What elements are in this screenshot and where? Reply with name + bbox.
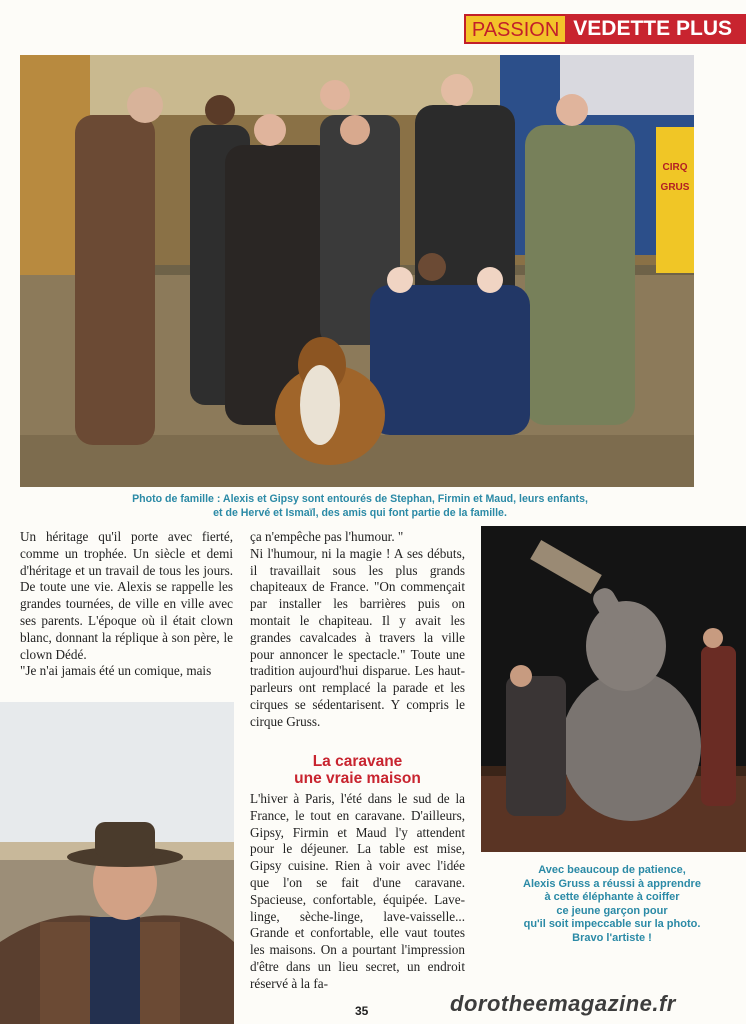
paragraph: ça n'empêche pas l'humour. "	[250, 529, 404, 544]
section-label: VEDETTE PLUS	[565, 14, 746, 44]
paragraph: Ni l'humour, ni la magie ! A ses débuts, il travaillait sous les plus grands chapiteaux de France. "On commençait par installer les barrières puis on montait le chapiteau. Il y avait les grandes cavalcades à travers la ville pour annoncer le spectacle." Toute une tradition aujourd'hui disparue. Les haut-parleurs ont remplacé la parade et les cirques se sédentarisent. Y compris le cirque Gruss.	[250, 545, 465, 729]
paragraph: Un héritage qu'il porte avec fierté, comme un trophée. Un siècle et demi d'héritage et un travail de tous les jours. De toute une vie. Alexis se rappelle les grandes tournées, de ville en ville avec ses parents. L'époque où il était clown blanc, donnant la réplique à son père, le clown Dédé.	[20, 529, 233, 662]
article-column-2	[250, 529, 465, 731]
family-photo-caption: Photo de famille : Alexis et Gipsy sont entourés de Stephan, Firmin et Maud, leurs enfants, et de Hervé et Ismaïl, des amis qui font partie de la famille.	[132, 493, 588, 519]
rubric-label: PASSION	[464, 14, 565, 44]
article-column-3	[250, 791, 465, 993]
watermark: dorotheemagazine.fr	[450, 991, 676, 1016]
family-photo	[20, 55, 694, 487]
svg-text:GRUS: GRUS	[660, 182, 690, 193]
subheading: La caravane une vraie maison	[294, 753, 421, 787]
paragraph: "Je n'ai jamais été un comique, mais	[20, 663, 212, 679]
section-header	[464, 14, 746, 44]
page-number: 35	[355, 1004, 369, 1018]
svg-text:CIRQ: CIRQ	[662, 162, 688, 173]
elephant-photo-caption: Avec beaucoup de patience, Alexis Gruss a réussi à apprendre à cette éléphante à coiffer ce jeune garçon pour qu'il soit impeccable sur la photo. Bravo l'artiste !	[523, 864, 701, 944]
elephant-photo	[481, 526, 746, 852]
paragraph: L'hiver à Paris, l'été dans le sud de la France, le tout en caravane. D'ailleurs, Gipsy, Firmin et Maud l'y attendent pour le déjeuner. La table est mise, Gipsy cuisine. Rien à voir avec l'idée que l'on se fait d'une caravane. Spacieuse, confortable, équipée. Lave-linge, sèche-linge, lave-vaisselle... Grande et confortable, elle vaut toutes les maisons. On a pourtant l'impression d'être dans un lieu secret, un endroit réservé à la fa-	[250, 791, 465, 991]
portrait-photo	[0, 702, 234, 1024]
article-column-1	[20, 529, 233, 680]
